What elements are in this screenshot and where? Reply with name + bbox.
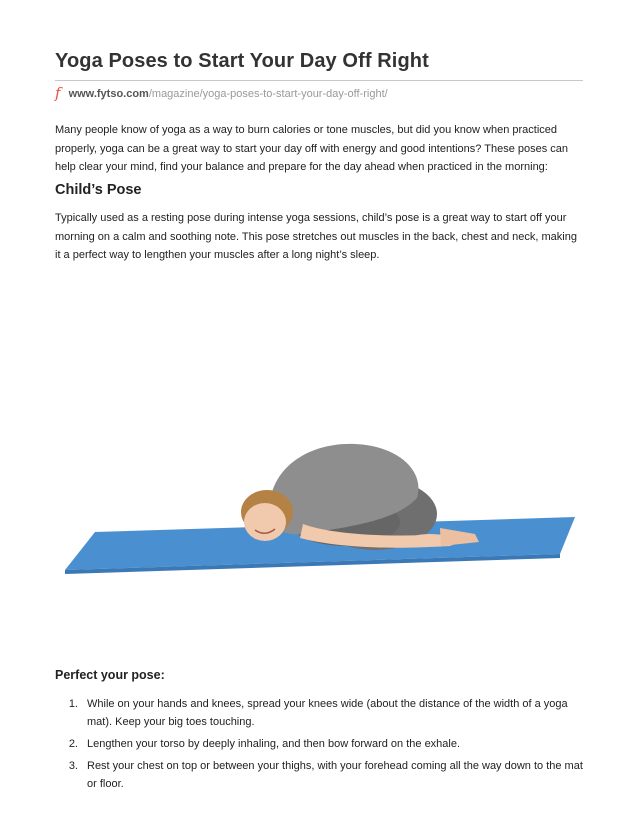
list-item: [55, 735, 585, 753]
section-heading: Child’s Pose: [55, 182, 142, 198]
step-text: While on your hands and knees, spread your knees wide (about the distance of the width of a yoga mat). Keep your big toes touching.: [87, 698, 568, 728]
source-domain-link[interactable]: www.fytso.com: [68, 87, 149, 100]
steps-list: [55, 695, 585, 797]
source-line: [55, 86, 388, 101]
step-number: 1.: [68, 698, 78, 710]
step-number: 3.: [68, 760, 78, 772]
step-text: Lengthen your torso by deeply inhaling, and then bow forward on the exhale.: [87, 738, 461, 750]
step-text: Rest your chest on top or between your thighs, with your forehead coming all the way down to the mat or floor.: [87, 760, 583, 790]
source-path-link[interactable]: /magazine/yoga-poses-to-start-your-day-off-right/: [148, 87, 388, 100]
intro-paragraph: Many people know of yoga as a way to burn calories or tone muscles, but did you know when practiced properly, yoga can be a great way to start your day off with energy and good intentions? These poses can help clear your mind, find your balance and prepare for the day ahead when practiced in the morning:: [55, 124, 569, 173]
childs-pose-photo: [55, 272, 585, 652]
step-number: 2.: [68, 738, 78, 750]
list-item: [55, 757, 585, 793]
title-divider: [55, 80, 583, 81]
list-item: [55, 695, 585, 731]
steps-heading: Perfect your pose:: [55, 668, 165, 682]
page-title: Yoga Poses to Start Your Day Off Right: [55, 50, 429, 72]
fytso-logo-icon: f: [55, 84, 61, 102]
section-description: Typically used as a resting pose during intense yoga sessions, child’s pose is a great way to start off your morning on a calm and soothing note. This pose stretches out muscles in the back, chest and neck, making it a perfect way to lengthen your muscles after a long night’s sleep.: [55, 212, 577, 261]
face: [244, 503, 286, 541]
